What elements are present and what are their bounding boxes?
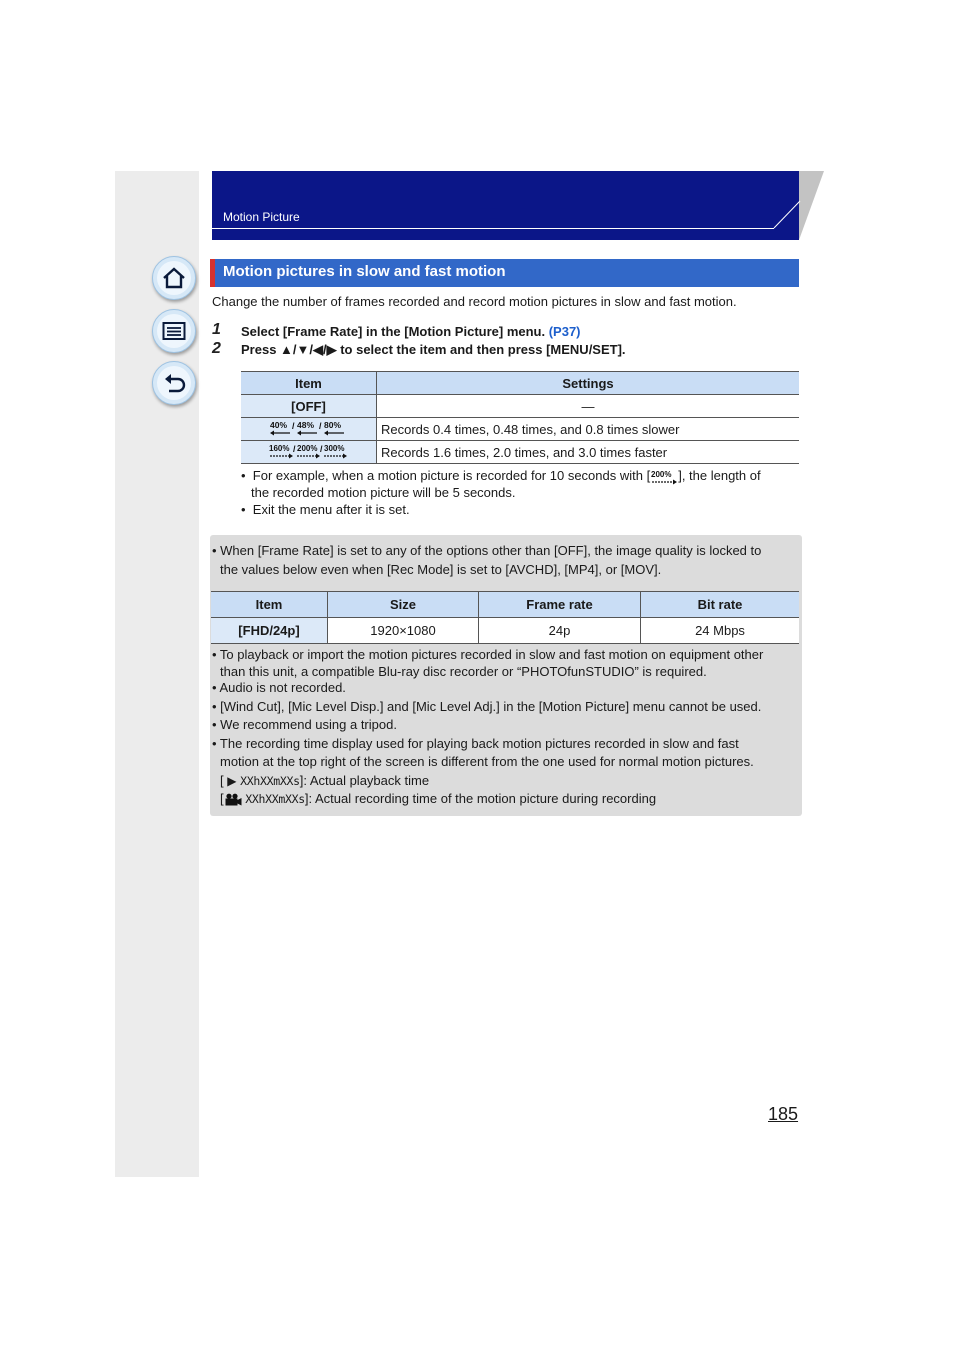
slow-motion-icons	[241, 418, 377, 441]
chapter-label: Motion Picture	[223, 210, 300, 224]
note-line: • We recommend using a tripod.	[212, 717, 397, 732]
section-title-bar	[210, 259, 799, 287]
slow-motion-icon	[269, 419, 349, 437]
bit-rate-cell: 24 Mbps	[641, 618, 800, 644]
page-link[interactable]: (P37)	[548, 324, 581, 339]
svg-text:200%: 200%	[651, 469, 672, 479]
svg-text:200%: 200%	[296, 443, 317, 453]
svg-text:300%: 300%	[323, 443, 344, 453]
column-header: Settings	[377, 372, 800, 395]
time-code: XXhXXmXXs	[245, 792, 305, 806]
table-row	[211, 618, 799, 644]
menu-list-icon	[162, 319, 186, 343]
step-text	[241, 324, 581, 339]
frame-rate-table	[241, 371, 799, 464]
header-corner	[770, 171, 826, 241]
note-line: • When [Frame Rate] is set to any of the options other than [OFF], the image quality is locked to	[212, 543, 762, 558]
back-button[interactable]	[152, 361, 196, 405]
note-line: • [Wind Cut], [Mic Level Disp.] and [Mic Level Adj.] in the [Motion Picture] menu cannot be used.	[212, 699, 762, 714]
fast-motion-icon	[269, 442, 349, 460]
frame-rate-cell: 24p	[479, 618, 641, 644]
playback-time-line: [ ▶ XXhXXmXXs]: Actual playback time	[220, 773, 430, 788]
column-header: Frame rate	[479, 592, 641, 618]
play-icon: ▶	[227, 774, 237, 788]
svg-text:/: /	[291, 420, 295, 431]
page-number: 185	[768, 1104, 799, 1124]
bullet-note: • Exit the menu after it is set.	[241, 502, 410, 517]
table-row	[241, 441, 799, 464]
note-line: motion at the top right of the screen is different from the one used for normal motion pictures.	[220, 754, 754, 769]
setting-cell: Records 0.4 times, 0.48 times, and 0.8 times slower	[377, 418, 800, 441]
note-line: • To playback or import the motion pictures recorded in slow and fast motion on equipment other	[212, 647, 764, 662]
svg-text:80%: 80%	[323, 419, 341, 430]
fast-motion-icon	[650, 469, 678, 485]
note-line: • The recording time display used for playing back motion pictures recorded in slow and fast	[212, 736, 739, 751]
bullet-note: • For example, when a motion picture is recorded for 10 seconds with [ 200% ], the length of	[241, 468, 761, 483]
step-number: 1	[212, 321, 221, 338]
note-line: • Audio is not recorded.	[212, 680, 346, 695]
svg-text:/: /	[292, 443, 296, 454]
section-title: Motion pictures in slow and fast motion	[223, 263, 506, 280]
table-row	[241, 395, 799, 418]
setting-cell: Records 1.6 times, 2.0 times, and 3.0 times faster	[377, 441, 800, 464]
contents-button[interactable]	[152, 309, 196, 353]
fast-motion-icons	[241, 441, 377, 464]
home-button[interactable]	[152, 256, 196, 300]
step-instruction: Select [Frame Rate] in the [Motion Picture] menu.	[241, 324, 549, 339]
header-rule	[212, 228, 774, 229]
section-accent	[210, 259, 215, 287]
setting-cell: —	[377, 395, 800, 418]
table-header-row	[211, 592, 799, 618]
table-header-row	[241, 372, 799, 395]
image-quality-table	[211, 591, 799, 644]
svg-text:40%: 40%	[269, 419, 287, 430]
recording-time-line: [ XXhXXmXXs]: Actual recording time of the motion picture during recording	[220, 791, 657, 806]
svg-text:/: /	[318, 420, 322, 431]
column-header: Bit rate	[641, 592, 800, 618]
chapter-header	[212, 171, 799, 240]
svg-text:160%: 160%	[268, 443, 289, 453]
column-header: Size	[328, 592, 479, 618]
step-number: 2	[212, 340, 221, 357]
svg-text:/: /	[319, 443, 323, 454]
table-row	[241, 418, 799, 441]
bullet-note-continued: the recorded motion picture will be 5 seconds.	[251, 485, 516, 500]
back-icon	[162, 371, 186, 395]
note-line: the values below even when [Rec Mode] is set to [AVCHD], [MP4], or [MOV].	[220, 562, 662, 577]
item-cell: [OFF]	[241, 395, 377, 418]
intro-text: Change the number of frames recorded and record motion pictures in slow and fast motion.	[212, 294, 737, 309]
time-code: XXhXXmXXs	[240, 774, 300, 788]
home-icon	[162, 266, 186, 290]
svg-text:48%: 48%	[296, 419, 314, 430]
camera-icon	[224, 793, 242, 806]
step-text: Press ▲/▼/◀/▶ to select the item and then press [MENU/SET].	[241, 342, 626, 357]
size-cell: 1920×1080	[328, 618, 479, 644]
note-line: than this unit, a compatible Blu-ray disc recorder or “PHOTOfunSTUDIO” is required.	[220, 664, 707, 679]
item-cell: [FHD/24p]	[211, 618, 328, 644]
column-header: Item	[241, 372, 377, 395]
column-header: Item	[211, 592, 328, 618]
